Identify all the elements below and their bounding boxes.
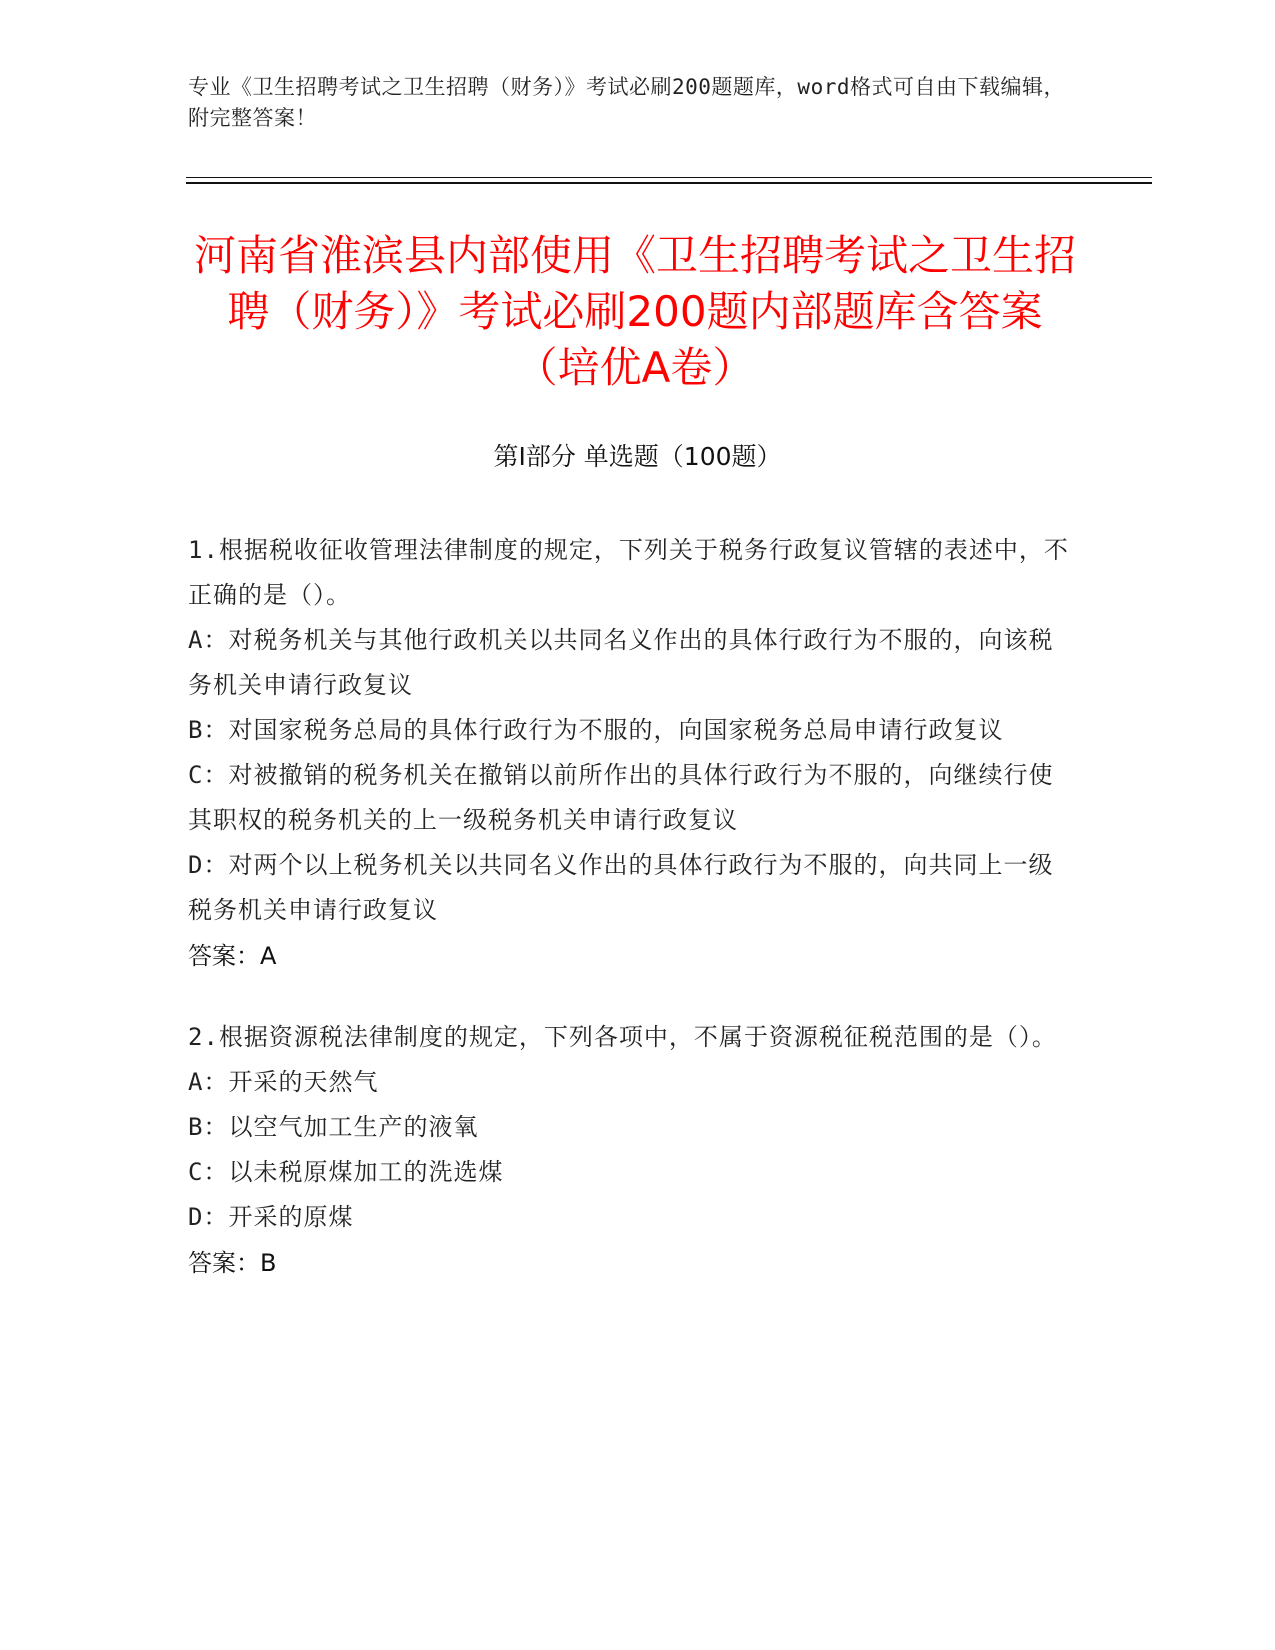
header-divider-top [186, 177, 1152, 178]
question-1 [188, 528, 1078, 979]
question-list [188, 528, 1078, 1322]
option-d: D：开采的原煤 [188, 1203, 354, 1231]
option-b: B：对国家税务总局的具体行政行为不服的，向国家税务总局申请行政复议 [188, 716, 1004, 744]
option-a: A：开采的天然气 [188, 1068, 379, 1096]
option-d: D：对两个以上税务机关以共同名义作出的具体行政行为不服的，向共同上一级税务机关申请行政复议 [188, 851, 1054, 924]
question-stem: 2.根据资源税法律制度的规定，下列各项中，不属于资源税征税范围的是（）。 [188, 1023, 1057, 1051]
header-divider-bottom [186, 182, 1152, 184]
question-2 [188, 1015, 1078, 1286]
option-a: A：对税务机关与其他行政机关以共同名义作出的具体行政行为不服的，向该税务机关申请行政复议 [188, 626, 1054, 699]
header-note: 专业《卫生招聘考试之卫生招聘（财务）》考试必刷200题题库，word格式可自由下载编辑，附完整答案！ [188, 75, 1065, 130]
document-title: 河南省淮滨县内部使用《卫生招聘考试之卫生招聘（财务）》考试必刷200题内部题库含答案（培优A卷） [193, 231, 1076, 392]
question-stem: 1.根据税收征收管理法律制度的规定，下列关于税务行政复议管辖的表述中，不正确的是（）。 [188, 536, 1069, 609]
answer-line: 答案：A [188, 942, 277, 970]
option-c: C：对被撤销的税务机关在撤销以前所作出的具体行政行为不服的，向继续行使其职权的税务机关的上一级税务机关申请行政复议 [188, 761, 1054, 834]
option-c: C：以未税原煤加工的洗选煤 [188, 1158, 504, 1186]
option-b: B：以空气加工生产的液氧 [188, 1113, 479, 1141]
section-title: 第Ⅰ部分 单选题（100题） [493, 442, 782, 471]
answer-line: 答案：B [188, 1249, 277, 1277]
